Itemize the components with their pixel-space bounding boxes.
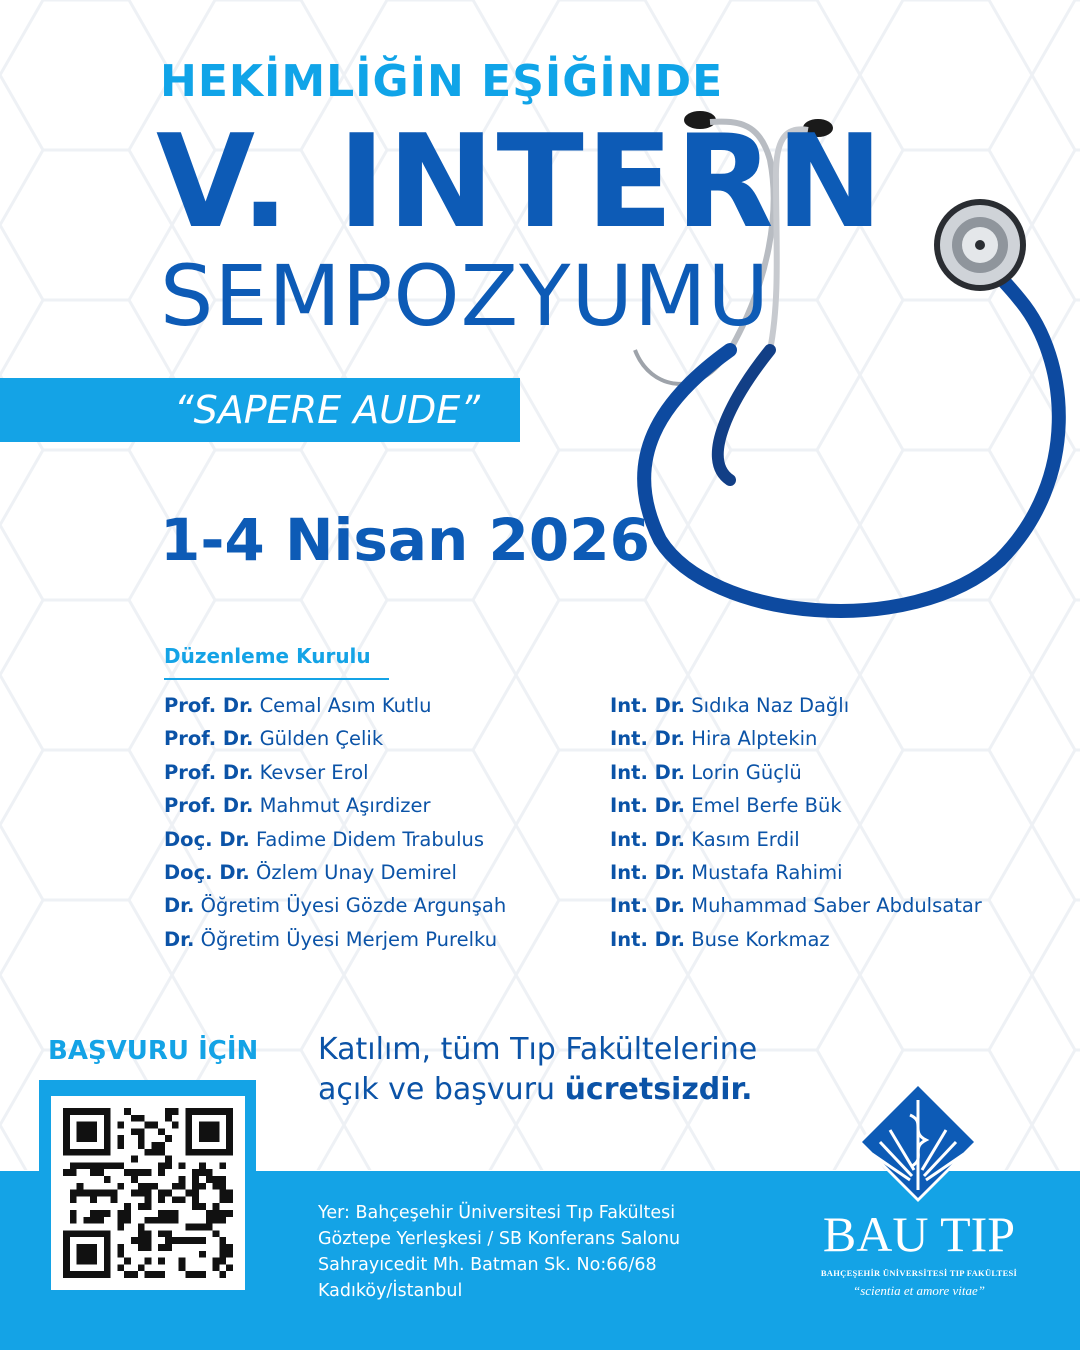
application-heading: BAŞVURU İÇİN	[48, 1036, 259, 1066]
committee-member: Dr. Öğretim Üyesi Gözde Argunşah	[164, 894, 507, 918]
address-line: Yer: Bahçeşehir Üniversitesi Tıp Fakültesi	[318, 1203, 676, 1223]
logo-name: BAU TIP	[822, 1206, 1016, 1262]
qr-code-image[interactable]	[51, 1096, 245, 1290]
logo-subtitle: BAHÇEŞEHİR ÜNİVERSİTESİ TIP FAKÜLTESİ	[820, 1268, 1018, 1278]
application-qr-code[interactable]	[39, 1080, 256, 1301]
committee-member: Int. Dr. Muhammad Saber Abdulsatar	[610, 894, 982, 918]
event-title: V. INTERN	[156, 108, 885, 257]
committee-member: Int. Dr. Emel Berfe Bük	[610, 794, 842, 818]
qr-code-icon	[63, 1108, 233, 1278]
committee-heading: Düzenleme Kurulu	[164, 644, 371, 668]
event-subtitle: HEKİMLİĞİN EŞİĞİNDE	[160, 56, 724, 107]
venue-address	[318, 1200, 758, 1304]
committee-right-column	[610, 692, 982, 959]
committee-member: Prof. Dr. Gülden Çelik	[164, 727, 384, 751]
committee-member: Prof. Dr. Mahmut Aşırdizer	[164, 794, 431, 818]
logo-motto: “scientia et amore vitae”	[852, 1283, 986, 1298]
participation-note	[318, 1030, 878, 1110]
committee-member: Dr. Öğretim Üyesi Merjem Purelku	[164, 927, 498, 951]
committee-left-column	[164, 692, 506, 959]
committee-member: Doç. Dr. Fadime Didem Trabulus	[164, 827, 485, 851]
committee-member: Int. Dr. Lorin Güçlü	[610, 760, 802, 784]
event-title-line2: SEMPOZYUMU	[160, 247, 770, 345]
committee-member: Int. Dr. Buse Korkmaz	[610, 927, 830, 951]
committee-member: Int. Dr. Sıdıka Naz Dağlı	[610, 694, 850, 717]
committee-member: Prof. Dr. Cemal Asım Kutlu	[164, 694, 432, 717]
committee-member: Prof. Dr. Kevser Erol	[164, 760, 369, 784]
committee-member: Int. Dr. Mustafa Rahimi	[610, 860, 843, 884]
address-line: Sahrayıcedit Mh. Batman Sk. No:66/68	[318, 1255, 657, 1275]
participation-note-line2: açık ve başvuru ücretsizdir.	[318, 1072, 753, 1107]
committee-divider	[164, 678, 389, 680]
event-date: 1-4 Nisan 2026	[160, 506, 650, 574]
participation-note-line1: Katılım, tüm Tıp Fakültelerine	[318, 1032, 758, 1067]
committee-member: Int. Dr. Kasım Erdil	[610, 827, 800, 851]
motto-text: “SAPERE AUDE”	[174, 388, 480, 432]
committee-member: Int. Dr. Hira Alptekin	[610, 727, 818, 751]
address-line: Göztepe Yerleşkesi / SB Konferans Salonu	[318, 1229, 681, 1249]
committee-member: Doç. Dr. Özlem Unay Demirel	[164, 860, 457, 884]
address-line: Kadıköy/İstanbul	[318, 1281, 463, 1301]
